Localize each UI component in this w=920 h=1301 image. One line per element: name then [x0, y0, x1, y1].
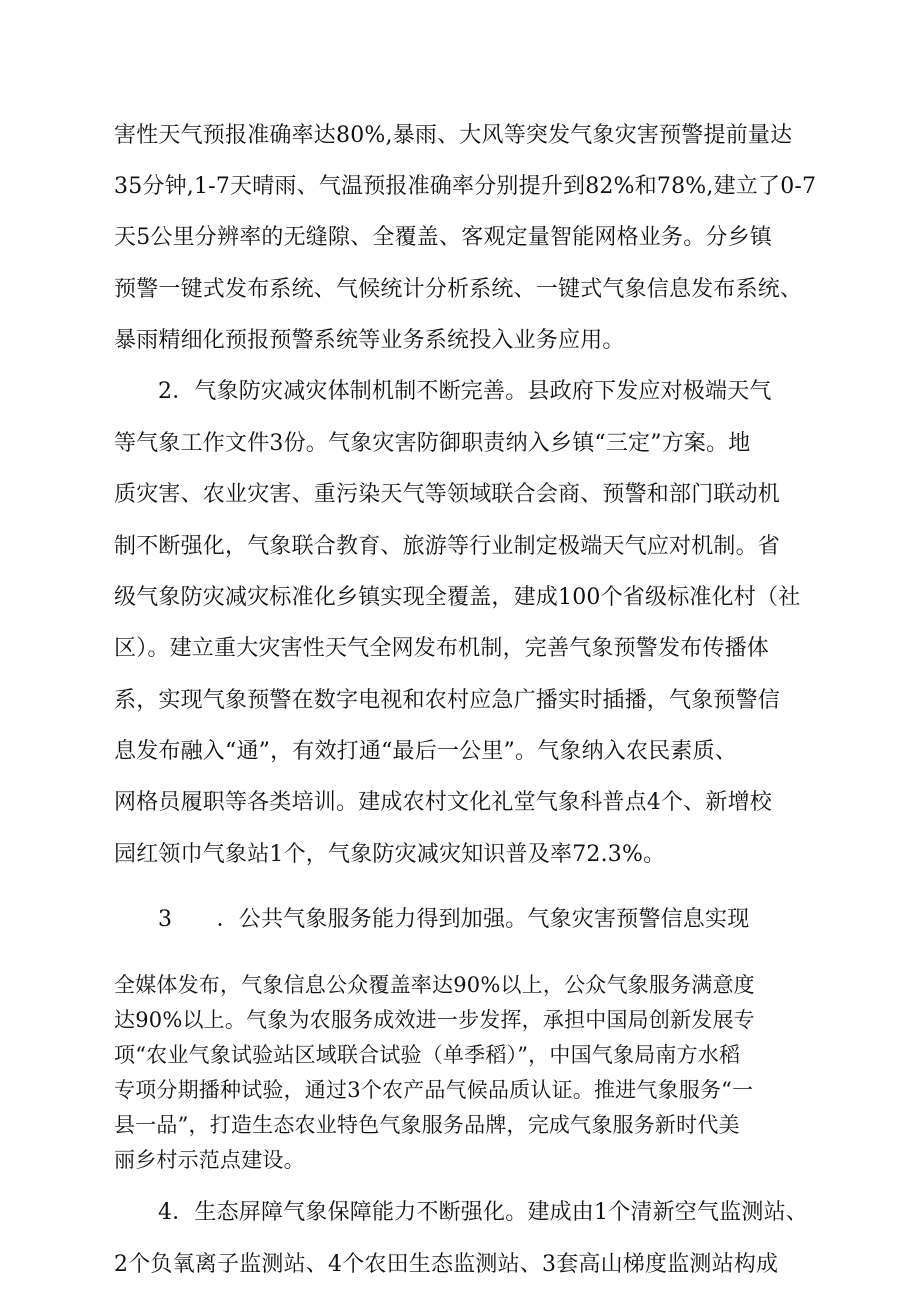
paragraph-2-line: 息发布融入“通”，有效打通“最后一公里”。气象纳入农民素质、 — [114, 739, 737, 764]
paragraph-2-line: 2．气象防灾减灾体制机制不断完善。县政府下发应对极端天气 — [158, 379, 772, 404]
paragraph-2-line: 园红领巾气象站1个，气象防灾减灾知识普及率72.3%。 — [114, 842, 666, 867]
paragraph-2-line: 制不断强化，气象联合教育、旅游等行业制定极端天气应对机制。省 — [114, 534, 781, 559]
paragraph-3-heading: 3 ．公共气象服务能力得到加强。气象灾害预警信息实现 — [158, 907, 750, 932]
paragraph-3-line: 专项分期播种试验，通过3个农产品气候品质认证。推进气象服务“一 — [114, 1078, 754, 1102]
paragraph-1-line: 35分钟,1-7天晴雨、气温预报准确率分别提升到82%和78%,建立了0-7 — [114, 174, 817, 199]
paragraph-3-line: 县一品”，打造生态农业特色气象服务品牌，完成气象服务新时代美 — [114, 1113, 740, 1137]
paragraph-3-line: 达90%以上。气象为农服务成效进一步发挥，承担中国局创新发展专 — [114, 1008, 755, 1032]
paragraph-1-line: 害性天气预报准确率达80%,暴雨、大风等突发气象灾害预警提前量达 — [114, 123, 793, 148]
paragraph-1-line: 暴雨精细化预报预警系统等业务系统投入业务应用。 — [114, 328, 625, 353]
paragraph-2-line: 等气象工作文件3份。气象灾害防御职责纳入乡镇“三定”方案。地 — [114, 431, 751, 456]
paragraph-4-line: 4．生态屏障气象保障能力不断强化。建成由1个清新空气监测站、 — [158, 1200, 808, 1225]
paragraph-2-line: 质灾害、农业灾害、重污染天气等领域联合会商、预警和部门联动机 — [114, 482, 781, 507]
paragraph-2-line: 区）。建立重大灾害性天气全网发布机制，完善气象预警发布传播体 — [114, 636, 770, 661]
paragraph-3-line: 项“农业气象试验站区域联合试验（单季稻）”，中国气象局南方水稻 — [114, 1043, 741, 1067]
paragraph-2-line: 级气象防灾减灾标准化乡镇实现全覆盖，建成100个省级标准化村（社 — [114, 585, 801, 610]
paragraph-1-line: 天5公里分辨率的无缝隙、全覆盖、客观定量智能网格业务。分乡镇 — [114, 225, 772, 250]
paragraph-3-line: 全媒体发布，气象信息公众覆盖率达90%以上，公众气象服务满意度 — [114, 973, 755, 997]
paragraph-3-line: 丽乡村示范点建设。 — [114, 1148, 305, 1172]
paragraph-4-line: 2个负氧离子监测站、4个农田生态监测站、3套高山梯度监测站构成 — [114, 1252, 779, 1277]
paragraph-2-line: 系，实现气象预警在数字电视和农村应急广播实时插播，气象预警信 — [114, 688, 781, 713]
paragraph-1-line: 预警一键式发布系统、气候统计分析系统、一键式气象信息发布系统、 — [114, 277, 803, 302]
paragraph-2-line: 网格员履职等各类培训。建成农村文化礼堂气象科普点4个、新增校 — [114, 790, 772, 815]
